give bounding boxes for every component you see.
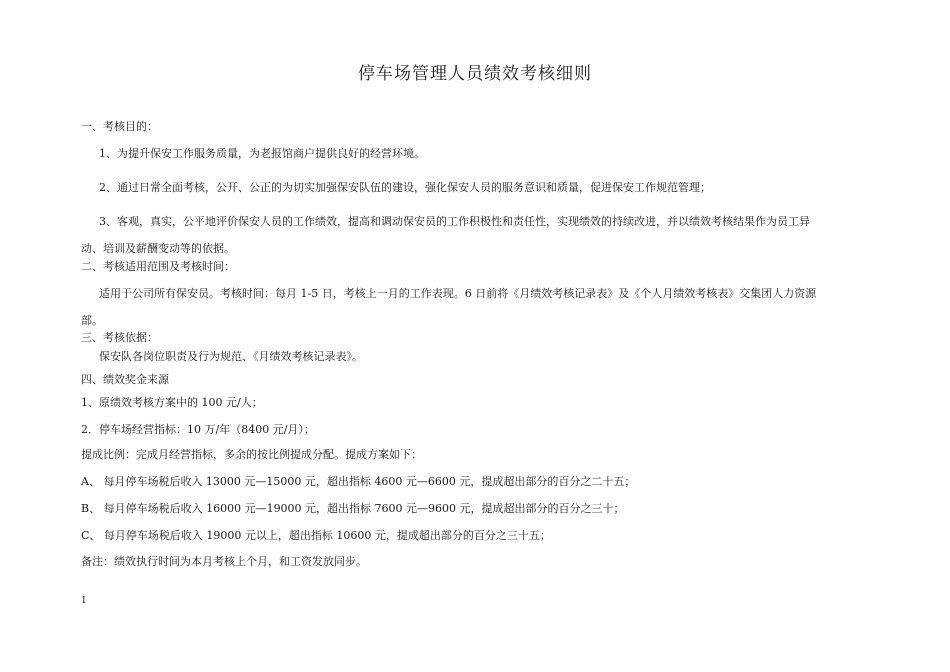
page-title: 停车场管理人员绩效考核细则 bbox=[358, 64, 592, 84]
section-4-note: 备注：绩效执行时间为本月考核上个月，和工资发放同步。 bbox=[81, 555, 367, 568]
section-4-heading: 四、绩效奖金来源 bbox=[81, 373, 169, 386]
page-number: 1 bbox=[81, 596, 87, 606]
section-4-ratio: 提成比例：完成月经营指标，多余的按比例提成分配。提成方案如下： bbox=[81, 448, 422, 461]
section-4-plan-c: C、 每月停车场税后收入 19000 元以上，超出指标 10600 元，提成超出部分的百分之三十五； bbox=[81, 529, 551, 542]
section-2-heading: 二、考核适用范围及考核时间： bbox=[81, 260, 235, 273]
section-4-plan-a: A、 每月停车场税后收入 13000 元—15000 元，超出指标 4600 元—6600 元，提成超出部分的百分之二十五； bbox=[81, 475, 636, 488]
section-1-heading: 一、考核目的： bbox=[81, 120, 158, 133]
section-3-paragraph: 保安队各岗位职责及行为规范、《月绩效考核记录表》。 bbox=[99, 350, 363, 363]
section-4-item-2: 2．停车场经营指标：10 万/年（8400 元/月）； bbox=[81, 423, 315, 436]
section-2-paragraph-line-2: 部。 bbox=[81, 314, 103, 327]
section-3-heading: 三、考核依据： bbox=[81, 331, 158, 344]
section-1-paragraph-1: 1、为提升保安工作服务质量，为老报馆商户提供良好的经营环境。 bbox=[99, 147, 425, 160]
section-1-paragraph-3-line-1: 3、客观，真实，公平地评价保安人员的工作绩效，提高和调动保安员的工作积极性和责任性，实现绩效的持续改进，并以绩效考核结果作为员工异 bbox=[99, 215, 810, 228]
section-1-paragraph-2: 2、通过日常全面考核，公开、公正的为切实加强保安队伍的建设，强化保安人员的服务意识和质量，促进保安工作规范管理； bbox=[99, 181, 711, 194]
section-2-paragraph-line-1: 适用于公司所有保安员。考核时间：每月 1-5 日，考核上一月的工作表现。6 日前将《月绩效考核记录表》及《个人月绩效考核表》交集团人力资源 bbox=[99, 287, 817, 300]
section-4-item-1: 1、原绩效考核方案中的 100 元/人； bbox=[81, 396, 263, 409]
section-1-paragraph-3-line-2: 动、培训及薪酬变动等的依据。 bbox=[81, 242, 235, 255]
section-4-plan-b: B、 每月停车场税后收入 16000 元—19000 元，超出指标 7600 元—9600 元，提成超出部分的百分之三十； bbox=[81, 502, 625, 515]
